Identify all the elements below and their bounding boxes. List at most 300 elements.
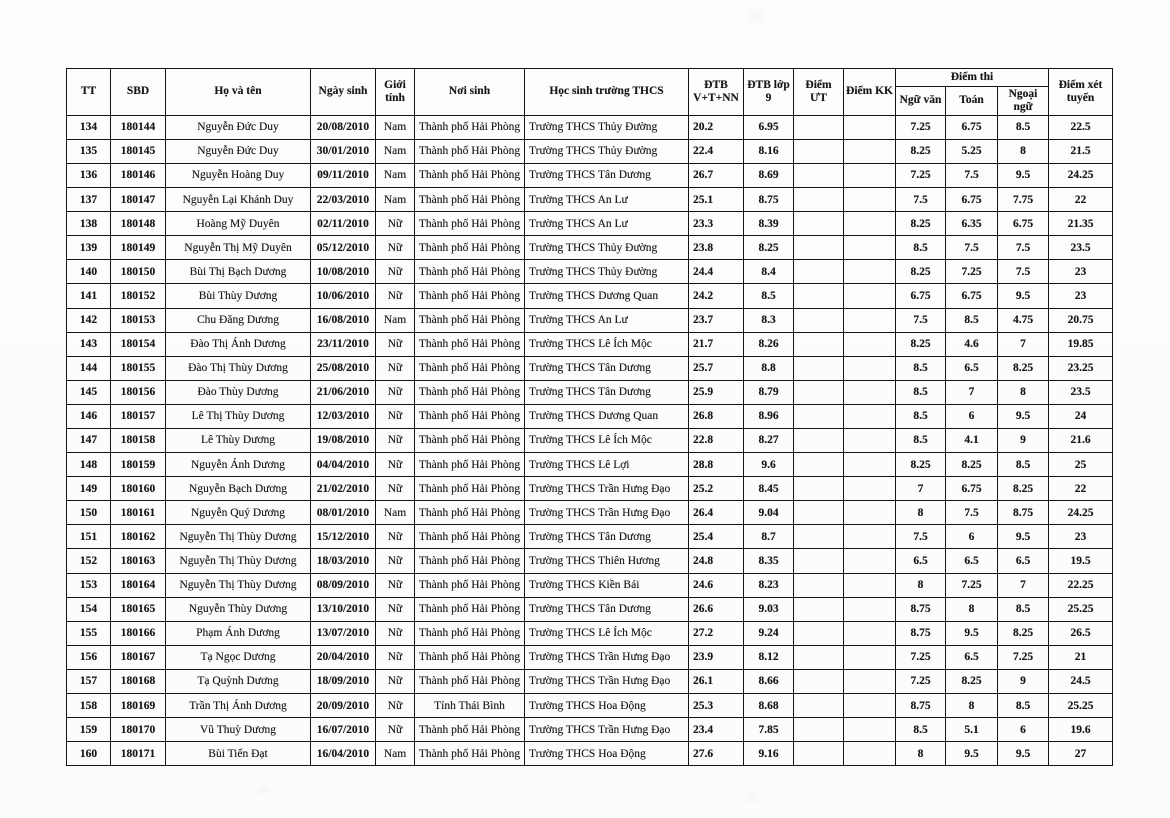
cell-dtb9: 8.26 bbox=[744, 332, 794, 356]
cell-sbd: 180164 bbox=[111, 573, 166, 597]
cell-toan: 6 bbox=[946, 525, 998, 549]
cell-birth: Thành phố Hải Phòng bbox=[415, 477, 525, 501]
cell-dtb9: 8.96 bbox=[744, 404, 794, 428]
cell-name: Nguyễn Thùy Dương bbox=[166, 597, 311, 621]
table-row bbox=[67, 139, 1113, 163]
cell-dtb1: 26.7 bbox=[689, 163, 744, 187]
cell-dob: 15/12/2010 bbox=[311, 525, 376, 549]
cell-toan: 7.5 bbox=[946, 236, 998, 260]
cell-school: Trường THCS Tân Dương bbox=[525, 597, 689, 621]
cell-kk bbox=[844, 236, 896, 260]
cell-dob: 10/06/2010 bbox=[311, 284, 376, 308]
cell-dtb9: 8.5 bbox=[744, 284, 794, 308]
cell-xet: 23.5 bbox=[1049, 236, 1113, 260]
cell-school: Trường THCS Trần Hưng Đạo bbox=[525, 669, 689, 693]
cell-toan: 6.75 bbox=[946, 284, 998, 308]
cell-nn: 9.5 bbox=[998, 525, 1049, 549]
cell-gender: Nữ bbox=[376, 718, 415, 742]
cell-nn: 7 bbox=[998, 332, 1049, 356]
cell-dtb9: 8.69 bbox=[744, 163, 794, 187]
cell-xet: 25 bbox=[1049, 453, 1113, 477]
cell-dob: 21/02/2010 bbox=[311, 477, 376, 501]
cell-nn: 8.5 bbox=[998, 453, 1049, 477]
cell-nn: 9.5 bbox=[998, 404, 1049, 428]
cell-school: Trường THCS Lê Lợi bbox=[525, 453, 689, 477]
cell-van: 8.5 bbox=[896, 428, 946, 452]
cell-name: Tạ Ngọc Dương bbox=[166, 645, 311, 669]
cell-tt: 157 bbox=[67, 669, 111, 693]
cell-tt: 156 bbox=[67, 645, 111, 669]
cell-kk bbox=[844, 597, 896, 621]
cell-sbd: 180149 bbox=[111, 236, 166, 260]
cell-dtb1: 22.4 bbox=[689, 139, 744, 163]
cell-xet: 19.6 bbox=[1049, 718, 1113, 742]
cell-school: Trường THCS Tân Dương bbox=[525, 356, 689, 380]
cell-name: Đào Thị Ánh Dương bbox=[166, 332, 311, 356]
cell-birth: Thành phố Hải Phòng bbox=[415, 428, 525, 452]
cell-school: Trường THCS Thiên Hương bbox=[525, 549, 689, 573]
cell-van: 8.25 bbox=[896, 453, 946, 477]
cell-tt: 149 bbox=[67, 477, 111, 501]
cell-ut bbox=[794, 404, 844, 428]
cell-xet: 22.5 bbox=[1049, 115, 1113, 139]
cell-xet: 26.5 bbox=[1049, 621, 1113, 645]
cell-school: Trường THCS Tân Dương bbox=[525, 525, 689, 549]
cell-toan: 4.1 bbox=[946, 428, 998, 452]
cell-sbd: 180144 bbox=[111, 115, 166, 139]
cell-nn: 7.25 bbox=[998, 645, 1049, 669]
cell-school: Trường THCS Thủy Đường bbox=[525, 236, 689, 260]
cell-ut bbox=[794, 236, 844, 260]
cell-school: Trường THCS Hoa Động bbox=[525, 694, 689, 718]
cell-tt: 151 bbox=[67, 525, 111, 549]
cell-tt: 160 bbox=[67, 742, 111, 766]
table-row bbox=[67, 163, 1113, 187]
cell-van: 8.25 bbox=[896, 139, 946, 163]
exam-results-table-wrap bbox=[66, 68, 1112, 766]
cell-dtb1: 21.7 bbox=[689, 332, 744, 356]
cell-ut bbox=[794, 332, 844, 356]
cell-sbd: 180158 bbox=[111, 428, 166, 452]
cell-dob: 23/11/2010 bbox=[311, 332, 376, 356]
cell-birth: Thành phố Hải Phòng bbox=[415, 139, 525, 163]
cell-ut bbox=[794, 163, 844, 187]
cell-xet: 22 bbox=[1049, 188, 1113, 212]
cell-dob: 08/09/2010 bbox=[311, 573, 376, 597]
cell-toan: 5.1 bbox=[946, 718, 998, 742]
cell-tt: 145 bbox=[67, 380, 111, 404]
cell-birth: Thành phố Hải Phòng bbox=[415, 332, 525, 356]
cell-dob: 19/08/2010 bbox=[311, 428, 376, 452]
cell-name: Vũ Thuỳ Dương bbox=[166, 718, 311, 742]
cell-dtb9: 6.95 bbox=[744, 115, 794, 139]
cell-dtb9: 7.85 bbox=[744, 718, 794, 742]
cell-kk bbox=[844, 308, 896, 332]
cell-van: 8.5 bbox=[896, 404, 946, 428]
cell-van: 7.25 bbox=[896, 115, 946, 139]
cell-name: Đào Thị Thùy Dương bbox=[166, 356, 311, 380]
cell-gender: Nam bbox=[376, 308, 415, 332]
cell-gender: Nữ bbox=[376, 332, 415, 356]
cell-ut bbox=[794, 501, 844, 525]
cell-kk bbox=[844, 332, 896, 356]
cell-ut bbox=[794, 694, 844, 718]
cell-van: 8 bbox=[896, 742, 946, 766]
cell-kk bbox=[844, 188, 896, 212]
cell-sbd: 180157 bbox=[111, 404, 166, 428]
cell-school: Trường THCS Kiền Bái bbox=[525, 573, 689, 597]
cell-xet: 24 bbox=[1049, 404, 1113, 428]
table-row bbox=[67, 501, 1113, 525]
cell-birth: Thành phố Hải Phòng bbox=[415, 669, 525, 693]
cell-dtb9: 8.25 bbox=[744, 236, 794, 260]
cell-tt: 141 bbox=[67, 284, 111, 308]
cell-tt: 142 bbox=[67, 308, 111, 332]
cell-xet: 23 bbox=[1049, 525, 1113, 549]
cell-dtb1: 25.4 bbox=[689, 525, 744, 549]
cell-van: 7.5 bbox=[896, 308, 946, 332]
cell-sbd: 180154 bbox=[111, 332, 166, 356]
cell-ut bbox=[794, 742, 844, 766]
cell-toan: 7.5 bbox=[946, 163, 998, 187]
header-school: Học sinh trường THCS bbox=[525, 69, 689, 116]
header-diem-xet-tuyen: Điểm xét tuyển bbox=[1049, 69, 1113, 116]
cell-name: Lê Thị Thùy Dương bbox=[166, 404, 311, 428]
cell-dtb9: 8.7 bbox=[744, 525, 794, 549]
cell-name: Nguyễn Thị Thùy Dương bbox=[166, 573, 311, 597]
cell-tt: 152 bbox=[67, 549, 111, 573]
cell-birth: Thành phố Hải Phòng bbox=[415, 212, 525, 236]
cell-dob: 18/09/2010 bbox=[311, 669, 376, 693]
cell-sbd: 180165 bbox=[111, 597, 166, 621]
cell-name: Bùi Thị Bạch Dương bbox=[166, 260, 311, 284]
cell-name: Bùi Tiến Đạt bbox=[166, 742, 311, 766]
cell-nn: 8 bbox=[998, 380, 1049, 404]
table-row bbox=[67, 356, 1113, 380]
cell-dtb1: 27.6 bbox=[689, 742, 744, 766]
cell-nn: 7.5 bbox=[998, 236, 1049, 260]
cell-toan: 4.6 bbox=[946, 332, 998, 356]
cell-van: 6.75 bbox=[896, 284, 946, 308]
cell-ut bbox=[794, 284, 844, 308]
cell-nn: 8.5 bbox=[998, 694, 1049, 718]
cell-name: Tạ Quỳnh Dương bbox=[166, 669, 311, 693]
cell-dtb9: 8.66 bbox=[744, 669, 794, 693]
cell-tt: 159 bbox=[67, 718, 111, 742]
cell-gender: Nữ bbox=[376, 380, 415, 404]
cell-van: 8.5 bbox=[896, 380, 946, 404]
header-ngu-van: Ngữ văn bbox=[896, 87, 946, 116]
cell-dob: 30/01/2010 bbox=[311, 139, 376, 163]
cell-toan: 7.5 bbox=[946, 501, 998, 525]
cell-dtb1: 25.7 bbox=[689, 356, 744, 380]
cell-van: 8.25 bbox=[896, 332, 946, 356]
cell-dtb9: 8.35 bbox=[744, 549, 794, 573]
cell-gender: Nữ bbox=[376, 428, 415, 452]
cell-toan: 6.35 bbox=[946, 212, 998, 236]
cell-dtb1: 26.4 bbox=[689, 501, 744, 525]
header-diem-thi: Điểm thi bbox=[896, 69, 1049, 87]
cell-kk bbox=[844, 525, 896, 549]
cell-dob: 25/08/2010 bbox=[311, 356, 376, 380]
cell-xet: 22.25 bbox=[1049, 573, 1113, 597]
cell-ut bbox=[794, 669, 844, 693]
cell-nn: 9 bbox=[998, 428, 1049, 452]
cell-van: 8 bbox=[896, 501, 946, 525]
cell-school: Trường THCS Dương Quan bbox=[525, 284, 689, 308]
cell-ut bbox=[794, 428, 844, 452]
cell-kk bbox=[844, 212, 896, 236]
table-row bbox=[67, 308, 1113, 332]
cell-van: 8.5 bbox=[896, 718, 946, 742]
cell-dtb1: 27.2 bbox=[689, 621, 744, 645]
cell-gender: Nữ bbox=[376, 573, 415, 597]
cell-school: Trường THCS Lê Ích Mộc bbox=[525, 428, 689, 452]
cell-sbd: 180148 bbox=[111, 212, 166, 236]
cell-kk bbox=[844, 404, 896, 428]
cell-birth: Thành phố Hải Phòng bbox=[415, 525, 525, 549]
cell-tt: 137 bbox=[67, 188, 111, 212]
cell-nn: 8.25 bbox=[998, 477, 1049, 501]
table-row bbox=[67, 115, 1113, 139]
table-row bbox=[67, 694, 1113, 718]
cell-tt: 146 bbox=[67, 404, 111, 428]
table-row bbox=[67, 236, 1113, 260]
cell-dtb9: 8.8 bbox=[744, 356, 794, 380]
cell-name: Trần Thị Ánh Dương bbox=[166, 694, 311, 718]
cell-ut bbox=[794, 477, 844, 501]
cell-school: Trường THCS An Lư bbox=[525, 188, 689, 212]
cell-tt: 139 bbox=[67, 236, 111, 260]
header-dob: Ngày sinh bbox=[311, 69, 376, 116]
cell-kk bbox=[844, 549, 896, 573]
cell-dob: 16/08/2010 bbox=[311, 308, 376, 332]
cell-toan: 8 bbox=[946, 694, 998, 718]
cell-nn: 7.5 bbox=[998, 260, 1049, 284]
cell-dtb9: 8.79 bbox=[744, 380, 794, 404]
cell-toan: 7.25 bbox=[946, 573, 998, 597]
cell-dtb9: 8.3 bbox=[744, 308, 794, 332]
cell-school: Trường THCS Thủy Đường bbox=[525, 260, 689, 284]
cell-dtb9: 9.24 bbox=[744, 621, 794, 645]
cell-dob: 13/07/2010 bbox=[311, 621, 376, 645]
table-row bbox=[67, 284, 1113, 308]
header-sbd: SBD bbox=[111, 69, 166, 116]
table-row bbox=[67, 742, 1113, 766]
cell-gender: Nữ bbox=[376, 669, 415, 693]
cell-birth: Thành phố Hải Phòng bbox=[415, 163, 525, 187]
cell-gender: Nữ bbox=[376, 260, 415, 284]
table-row bbox=[67, 573, 1113, 597]
cell-kk bbox=[844, 428, 896, 452]
table-row bbox=[67, 718, 1113, 742]
cell-van: 6.5 bbox=[896, 549, 946, 573]
cell-dtb9: 9.04 bbox=[744, 501, 794, 525]
cell-xet: 22 bbox=[1049, 477, 1113, 501]
cell-nn: 8.75 bbox=[998, 501, 1049, 525]
cell-van: 7.25 bbox=[896, 645, 946, 669]
cell-kk bbox=[844, 573, 896, 597]
cell-birth: Thành phố Hải Phòng bbox=[415, 356, 525, 380]
cell-sbd: 180156 bbox=[111, 380, 166, 404]
header-toan: Toán bbox=[946, 87, 998, 116]
cell-gender: Nữ bbox=[376, 549, 415, 573]
cell-gender: Nữ bbox=[376, 477, 415, 501]
header-ngoai-ngu: Ngoại ngữ bbox=[998, 87, 1049, 116]
cell-name: Đào Thùy Dương bbox=[166, 380, 311, 404]
cell-kk bbox=[844, 669, 896, 693]
cell-gender: Nam bbox=[376, 742, 415, 766]
header-dtb-vtnn: ĐTB V+T+NN bbox=[689, 69, 744, 116]
cell-tt: 136 bbox=[67, 163, 111, 187]
cell-xet: 23.25 bbox=[1049, 356, 1113, 380]
cell-sbd: 180162 bbox=[111, 525, 166, 549]
cell-ut bbox=[794, 718, 844, 742]
cell-toan: 7.25 bbox=[946, 260, 998, 284]
cell-tt: 135 bbox=[67, 139, 111, 163]
cell-school: Trường THCS Lê Ích Mộc bbox=[525, 332, 689, 356]
cell-xet: 27 bbox=[1049, 742, 1113, 766]
cell-xet: 21 bbox=[1049, 645, 1113, 669]
cell-nn: 6 bbox=[998, 718, 1049, 742]
cell-name: Nguyễn Quý Dương bbox=[166, 501, 311, 525]
cell-birth: Thành phố Hải Phòng bbox=[415, 284, 525, 308]
cell-tt: 134 bbox=[67, 115, 111, 139]
table-row bbox=[67, 453, 1113, 477]
cell-name: Nguyễn Lại Khánh Duy bbox=[166, 188, 311, 212]
cell-nn: 9.5 bbox=[998, 742, 1049, 766]
cell-van: 8.75 bbox=[896, 597, 946, 621]
cell-kk bbox=[844, 453, 896, 477]
cell-nn: 9 bbox=[998, 669, 1049, 693]
cell-dtb1: 25.9 bbox=[689, 380, 744, 404]
cell-name: Nguyễn Ánh Dương bbox=[166, 453, 311, 477]
cell-xet: 20.75 bbox=[1049, 308, 1113, 332]
cell-sbd: 180170 bbox=[111, 718, 166, 742]
cell-school: Trường THCS Lê Ích Mộc bbox=[525, 621, 689, 645]
cell-dob: 20/08/2010 bbox=[311, 115, 376, 139]
cell-kk bbox=[844, 380, 896, 404]
exam-results-table bbox=[66, 68, 1113, 766]
cell-gender: Nữ bbox=[376, 236, 415, 260]
cell-ut bbox=[794, 115, 844, 139]
cell-school: Trường THCS An Lư bbox=[525, 308, 689, 332]
table-row bbox=[67, 645, 1113, 669]
cell-toan: 6.5 bbox=[946, 356, 998, 380]
cell-gender: Nữ bbox=[376, 621, 415, 645]
cell-birth: Thành phố Hải Phòng bbox=[415, 621, 525, 645]
cell-dtb1: 25.1 bbox=[689, 188, 744, 212]
cell-birth: Thành phố Hải Phòng bbox=[415, 236, 525, 260]
cell-dtb9: 8.16 bbox=[744, 139, 794, 163]
cell-ut bbox=[794, 260, 844, 284]
cell-dob: 04/04/2010 bbox=[311, 453, 376, 477]
cell-tt: 144 bbox=[67, 356, 111, 380]
cell-xet: 25.25 bbox=[1049, 597, 1113, 621]
cell-toan: 6.75 bbox=[946, 188, 998, 212]
cell-dtb1: 22.8 bbox=[689, 428, 744, 452]
cell-ut bbox=[794, 621, 844, 645]
cell-van: 7.5 bbox=[896, 525, 946, 549]
cell-ut bbox=[794, 212, 844, 236]
table-row bbox=[67, 428, 1113, 452]
cell-ut bbox=[794, 188, 844, 212]
cell-dob: 21/06/2010 bbox=[311, 380, 376, 404]
cell-birth: Thành phố Hải Phòng bbox=[415, 501, 525, 525]
cell-ut bbox=[794, 356, 844, 380]
cell-birth: Thành phố Hải Phòng bbox=[415, 549, 525, 573]
cell-nn: 6.5 bbox=[998, 549, 1049, 573]
cell-xet: 23 bbox=[1049, 260, 1113, 284]
table-row bbox=[67, 260, 1113, 284]
cell-tt: 138 bbox=[67, 212, 111, 236]
cell-toan: 8.25 bbox=[946, 453, 998, 477]
cell-school: Trường THCS An Lư bbox=[525, 212, 689, 236]
cell-toan: 6.5 bbox=[946, 549, 998, 573]
cell-dtb9: 8.75 bbox=[744, 188, 794, 212]
cell-xet: 24.25 bbox=[1049, 501, 1113, 525]
cell-school: Trường THCS Trần Hưng Đạo bbox=[525, 501, 689, 525]
cell-birth: Thành phố Hải Phòng bbox=[415, 115, 525, 139]
cell-toan: 6.75 bbox=[946, 115, 998, 139]
cell-dob: 16/07/2010 bbox=[311, 718, 376, 742]
cell-xet: 25.25 bbox=[1049, 694, 1113, 718]
cell-kk bbox=[844, 139, 896, 163]
cell-dtb1: 23.3 bbox=[689, 212, 744, 236]
cell-school: Trường THCS Tân Dương bbox=[525, 163, 689, 187]
cell-toan: 5.25 bbox=[946, 139, 998, 163]
cell-ut bbox=[794, 549, 844, 573]
cell-sbd: 180160 bbox=[111, 477, 166, 501]
cell-sbd: 180152 bbox=[111, 284, 166, 308]
cell-dtb1: 23.8 bbox=[689, 236, 744, 260]
cell-dtb9: 8.23 bbox=[744, 573, 794, 597]
header-birthplace: Nơi sinh bbox=[415, 69, 525, 116]
cell-ut bbox=[794, 308, 844, 332]
cell-ut bbox=[794, 380, 844, 404]
cell-birth: Thành phố Hải Phòng bbox=[415, 597, 525, 621]
cell-school: Trường THCS Tân Dương bbox=[525, 380, 689, 404]
cell-kk bbox=[844, 163, 896, 187]
cell-dob: 18/03/2010 bbox=[311, 549, 376, 573]
cell-dob: 02/11/2010 bbox=[311, 212, 376, 236]
cell-toan: 6.75 bbox=[946, 477, 998, 501]
cell-dtb9: 8.4 bbox=[744, 260, 794, 284]
cell-gender: Nữ bbox=[376, 597, 415, 621]
cell-toan: 9.5 bbox=[946, 742, 998, 766]
cell-gender: Nữ bbox=[376, 356, 415, 380]
cell-kk bbox=[844, 284, 896, 308]
cell-nn: 4.75 bbox=[998, 308, 1049, 332]
cell-dtb1: 24.6 bbox=[689, 573, 744, 597]
cell-dtb9: 9.16 bbox=[744, 742, 794, 766]
cell-birth: Thành phố Hải Phòng bbox=[415, 308, 525, 332]
cell-xet: 21.35 bbox=[1049, 212, 1113, 236]
cell-sbd: 180168 bbox=[111, 669, 166, 693]
cell-dtb9: 8.45 bbox=[744, 477, 794, 501]
table-row bbox=[67, 549, 1113, 573]
cell-kk bbox=[844, 645, 896, 669]
cell-sbd: 180169 bbox=[111, 694, 166, 718]
cell-tt: 155 bbox=[67, 621, 111, 645]
table-row bbox=[67, 525, 1113, 549]
cell-dob: 20/09/2010 bbox=[311, 694, 376, 718]
cell-gender: Nam bbox=[376, 115, 415, 139]
cell-tt: 148 bbox=[67, 453, 111, 477]
cell-birth: Thành phố Hải Phòng bbox=[415, 742, 525, 766]
cell-dob: 22/03/2010 bbox=[311, 188, 376, 212]
cell-tt: 153 bbox=[67, 573, 111, 597]
